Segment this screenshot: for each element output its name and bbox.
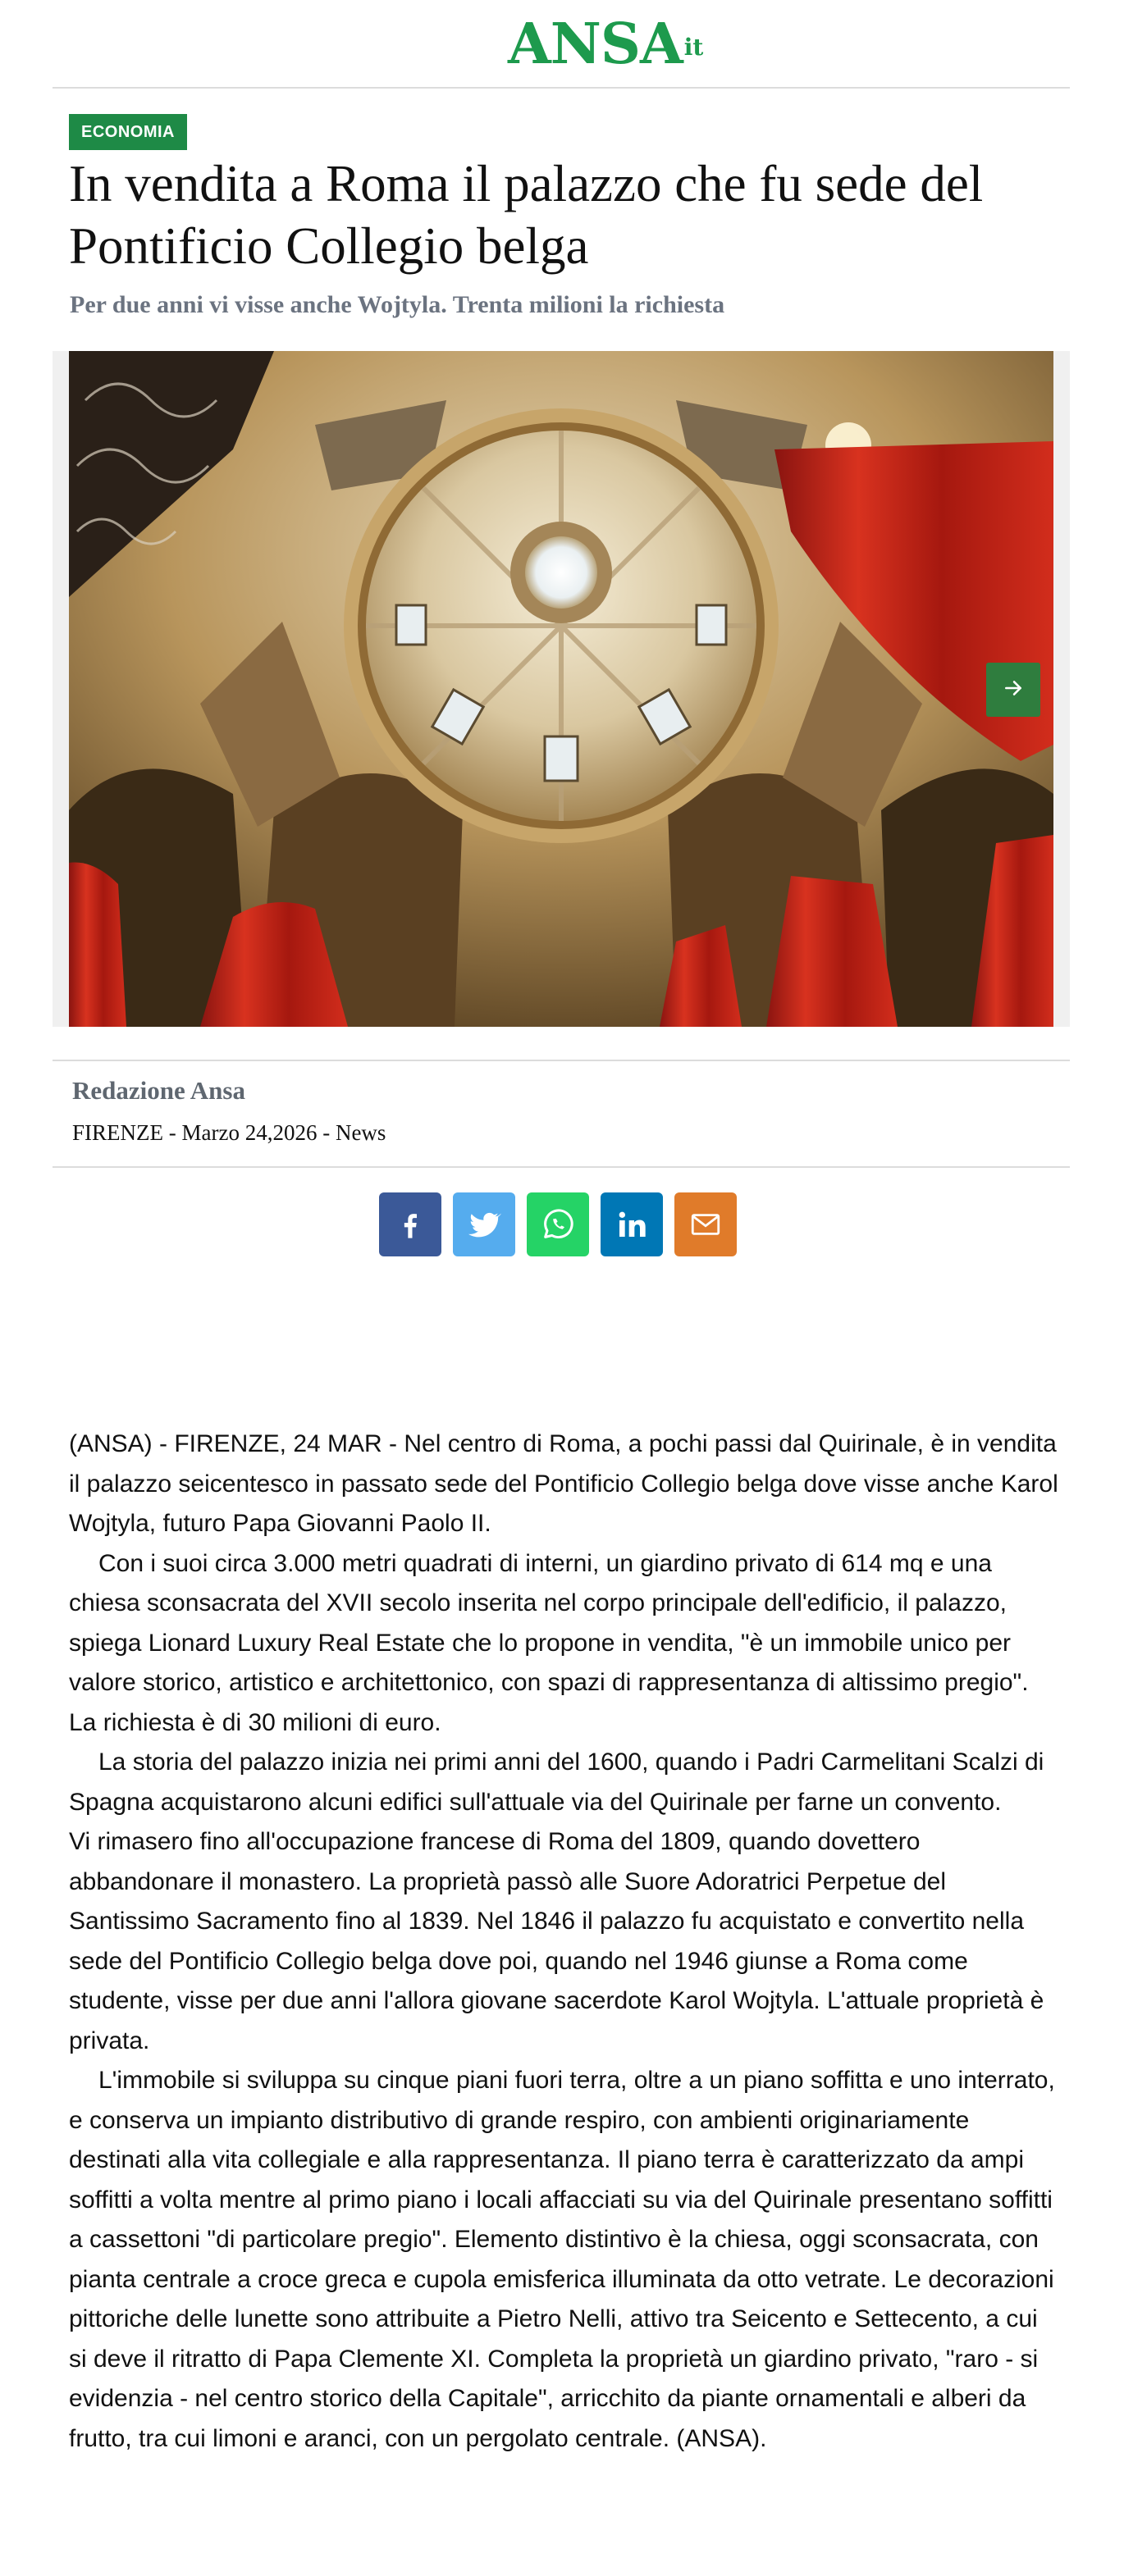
ansa-logo[interactable] (508, 11, 703, 77)
arrow-right-icon (1003, 676, 1024, 704)
article-paragraph: Con i suoi circa 3.000 metri quadrati di interni, un giardino privato di 614 mq e una chiesa sconsacrata del XVII secolo inserita nel corpo principale dell'edificio, il palazzo, spiega Lionard Luxury Real Estate che lo propone in vendita, "è un immobile unico per valore storico, artistico e architettonico, con spazi di rappresentanza di altissimo pregio". La richiesta è di 30 milioni di euro. (69, 1549, 1029, 1736)
article-paragraph: L'immobile si sviluppa su cinque piani fuori terra, oltre a un piano soffitta e uno interrato, e conserva un impianto distributivo di grande respiro, con ambienti originariamente destinati alla vita collegiale e alla rappresentanza. Il piano terra è caratterizzato da ampi soffitti a volta mentre al primo piano i locali affacciati su via del Quirinale presentano soffitti a cassettoni "di particolare pregio". Elemento distintivo è la chiesa, oggi sconsacrata, con pianta centrale a croce greca e cupola emisferica illuminata da otto vetrate. Le decorazioni pittoriche delle lunette sono attribuite a Pietro Nelli, attivo tra Seicento e Settecento, a cui si deve il ritratto di Papa Clemente XI. Completa la proprietà un giardino privato, "raro - si evidenzia - nel centro storico della Capitale", arricchito da piante ornamentali e alberi da frutto, tra cui limoni e aranci, con un pergolato centrale. (ANSA). (69, 2067, 1055, 2452)
whatsapp-icon (539, 1206, 577, 1243)
photo-gallery (53, 351, 1070, 1027)
article-byline (53, 1060, 1070, 1168)
article-paragraph: La storia del palazzo inizia nei primi anni del 1600, quando i Padri Carmelitani Scalzi di Spagna acquistarono alcuni edifici sull'attuale via del Quirinale per farne un convento. (69, 1748, 1044, 1816)
article-paragraph: (ANSA) - FIRENZE, 24 MAR - Nel centro di Roma, a pochi passi dal Quirinale, è in vendita il palazzo seicentesco in passato sede del Pontificio Collegio belga dove visse anche Karol Wojtyla, futuro Papa Giovanni Paolo II. (69, 1430, 1058, 1537)
share-whatsapp-button[interactable] (527, 1192, 589, 1256)
logo-suffix-text: it (683, 34, 704, 61)
share-facebook-button[interactable] (379, 1192, 441, 1256)
site-header (53, 0, 1070, 89)
article-paragraph: Vi rimasero fino all'occupazione francese di Roma del 1809, quando dovettero abbandonare il monastero. La proprietà passò alle Suore Adoratrici Perpetue del Santissimo Sacramento fino al 1839. Nel 1846 il palazzo fu acquistato e convertito nella sede del Pontificio Collegio belga dove poi, quando nel 1946 giunse a Roma come studente, visse per due anni l'allora giovane sacerdote Karol Wojtyla. L'attuale proprietà è privata. (69, 1828, 1044, 2054)
logo-main-text: ANSA (508, 11, 683, 77)
article-subtitle: Per due anni vi visse anche Wojtyla. Trenta milioni la richiesta (70, 291, 725, 318)
share-twitter-button[interactable] (453, 1192, 515, 1256)
twitter-icon (467, 1207, 501, 1242)
dome-photo (69, 351, 1053, 1027)
facebook-icon (394, 1208, 427, 1241)
share-bar (379, 1192, 737, 1256)
email-icon (688, 1207, 723, 1242)
gallery-next-button[interactable] (986, 663, 1040, 717)
category-badge[interactable]: ECONOMIA (69, 114, 187, 150)
share-linkedin-button[interactable] (601, 1192, 663, 1256)
author-name: Redazione Ansa (72, 1076, 245, 1105)
article-title: In vendita a Roma il palazzo che fu sede del Pontificio Collegio belga (69, 155, 984, 275)
share-email-button[interactable] (674, 1192, 737, 1256)
article-body (69, 1425, 1062, 2459)
linkedin-icon (615, 1208, 648, 1241)
dateline: FIRENZE - Marzo 24,2026 - News (72, 1120, 386, 1145)
